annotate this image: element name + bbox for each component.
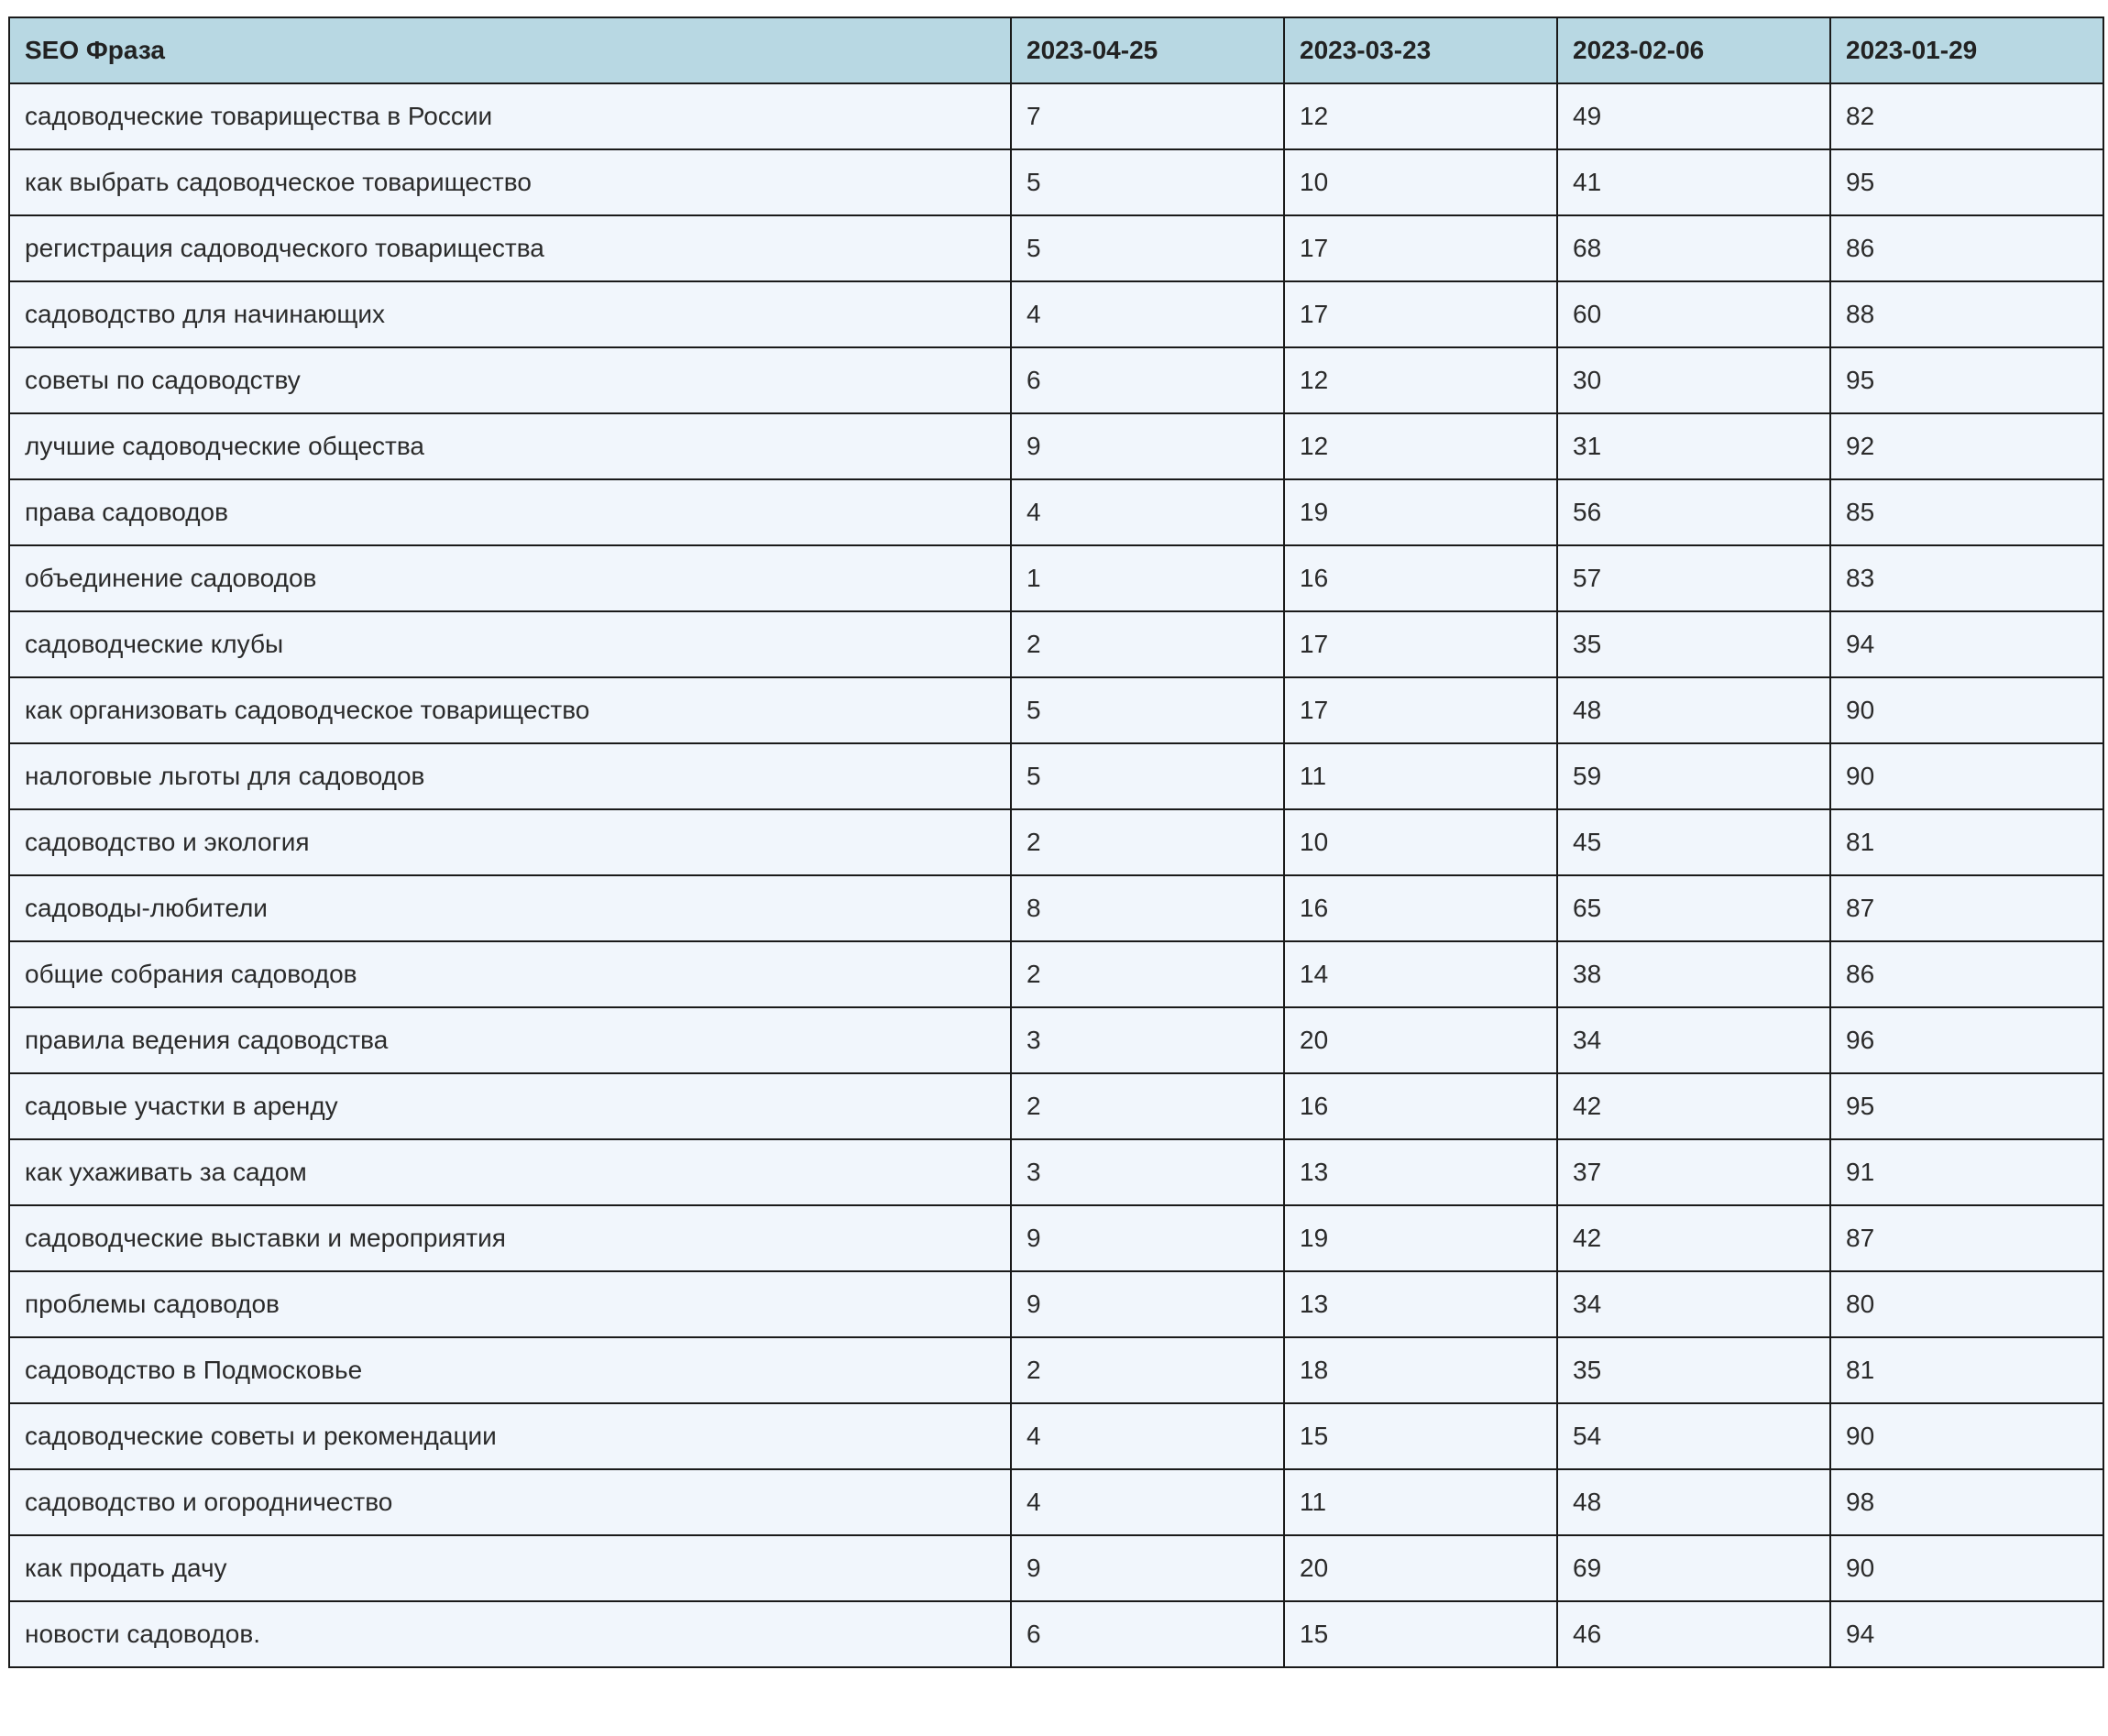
- rank-cell-2023-01-29: 81: [1830, 1337, 2103, 1403]
- rank-cell-2023-01-29: 87: [1830, 875, 2103, 941]
- rank-cell-2023-04-25: 2: [1011, 611, 1284, 677]
- rank-cell-2023-03-23: 12: [1284, 413, 1557, 479]
- rank-cell-2023-01-29: 95: [1830, 1073, 2103, 1139]
- rank-cell-2023-02-06: 35: [1557, 611, 1830, 677]
- rank-cell-2023-04-25: 9: [1011, 413, 1284, 479]
- rank-cell-2023-04-25: 4: [1011, 1469, 1284, 1535]
- seo-phrase-cell: налоговые льготы для садоводов: [9, 743, 1011, 809]
- rank-cell-2023-02-06: 31: [1557, 413, 1830, 479]
- rank-cell-2023-03-23: 20: [1284, 1535, 1557, 1601]
- table-row: [9, 413, 2103, 479]
- rank-cell-2023-03-23: 14: [1284, 941, 1557, 1007]
- rank-cell-2023-02-06: 35: [1557, 1337, 1830, 1403]
- table-row: [9, 545, 2103, 611]
- rank-cell-2023-02-06: 59: [1557, 743, 1830, 809]
- seo-phrase-cell: права садоводов: [9, 479, 1011, 545]
- rank-cell-2023-04-25: 2: [1011, 941, 1284, 1007]
- rank-cell-2023-04-25: 9: [1011, 1271, 1284, 1337]
- header-row: [9, 17, 2103, 83]
- rank-cell-2023-02-06: 48: [1557, 1469, 1830, 1535]
- rank-cell-2023-02-06: 30: [1557, 347, 1830, 413]
- rank-cell-2023-01-29: 83: [1830, 545, 2103, 611]
- rank-cell-2023-02-06: 60: [1557, 281, 1830, 347]
- rank-cell-2023-01-29: 88: [1830, 281, 2103, 347]
- rank-cell-2023-02-06: 46: [1557, 1601, 1830, 1667]
- header-date-2023-04-25: 2023-04-25: [1011, 17, 1284, 83]
- rank-cell-2023-03-23: 10: [1284, 149, 1557, 215]
- rank-cell-2023-01-29: 85: [1830, 479, 2103, 545]
- rank-cell-2023-02-06: 48: [1557, 677, 1830, 743]
- seo-phrase-cell: лучшие садоводческие общества: [9, 413, 1011, 479]
- seo-phrase-cell: как организовать садоводческое товарищество: [9, 677, 1011, 743]
- rank-cell-2023-04-25: 3: [1011, 1007, 1284, 1073]
- rank-cell-2023-02-06: 57: [1557, 545, 1830, 611]
- rank-cell-2023-01-29: 95: [1830, 347, 2103, 413]
- table-row: [9, 611, 2103, 677]
- seo-phrase-cell: садоводство для начинающих: [9, 281, 1011, 347]
- seo-phrase-cell: садоводческие товарищества в России: [9, 83, 1011, 149]
- table-row: [9, 677, 2103, 743]
- rank-cell-2023-03-23: 11: [1284, 743, 1557, 809]
- rank-cell-2023-01-29: 96: [1830, 1007, 2103, 1073]
- table-row: [9, 743, 2103, 809]
- rank-cell-2023-04-25: 9: [1011, 1535, 1284, 1601]
- seo-phrase-cell: объединение садоводов: [9, 545, 1011, 611]
- rank-cell-2023-01-29: 90: [1830, 677, 2103, 743]
- table-row: [9, 1403, 2103, 1469]
- rank-cell-2023-04-25: 1: [1011, 545, 1284, 611]
- rank-cell-2023-01-29: 94: [1830, 611, 2103, 677]
- rank-cell-2023-04-25: 5: [1011, 149, 1284, 215]
- seo-phrase-cell: садоводческие выставки и мероприятия: [9, 1205, 1011, 1271]
- seo-phrase-cell: регистрация садоводческого товарищества: [9, 215, 1011, 281]
- seo-phrase-cell: садоводы-любители: [9, 875, 1011, 941]
- rank-cell-2023-01-29: 91: [1830, 1139, 2103, 1205]
- rank-cell-2023-04-25: 2: [1011, 1337, 1284, 1403]
- rank-cell-2023-03-23: 15: [1284, 1601, 1557, 1667]
- seo-phrase-cell: советы по садоводству: [9, 347, 1011, 413]
- table-header: [9, 17, 2103, 83]
- header-date-2023-02-06: 2023-02-06: [1557, 17, 1830, 83]
- rank-cell-2023-02-06: 37: [1557, 1139, 1830, 1205]
- seo-phrase-cell: садоводческие советы и рекомендации: [9, 1403, 1011, 1469]
- seo-phrase-cell: общие собрания садоводов: [9, 941, 1011, 1007]
- seo-phrase-cell: садоводство и экология: [9, 809, 1011, 875]
- table-row: [9, 941, 2103, 1007]
- rank-cell-2023-02-06: 42: [1557, 1073, 1830, 1139]
- rank-cell-2023-01-29: 98: [1830, 1469, 2103, 1535]
- rank-cell-2023-02-06: 34: [1557, 1007, 1830, 1073]
- table-row: [9, 149, 2103, 215]
- seo-phrase-cell: как продать дачу: [9, 1535, 1011, 1601]
- rank-cell-2023-03-23: 12: [1284, 347, 1557, 413]
- rank-cell-2023-02-06: 69: [1557, 1535, 1830, 1601]
- rank-cell-2023-03-23: 16: [1284, 875, 1557, 941]
- rank-cell-2023-03-23: 12: [1284, 83, 1557, 149]
- rank-cell-2023-01-29: 86: [1830, 215, 2103, 281]
- rank-cell-2023-04-25: 7: [1011, 83, 1284, 149]
- rank-cell-2023-03-23: 18: [1284, 1337, 1557, 1403]
- table-row: [9, 215, 2103, 281]
- table-body: [9, 83, 2103, 1667]
- table-row: [9, 281, 2103, 347]
- rank-cell-2023-02-06: 49: [1557, 83, 1830, 149]
- rank-cell-2023-03-23: 17: [1284, 215, 1557, 281]
- table-row: [9, 1139, 2103, 1205]
- rank-cell-2023-04-25: 2: [1011, 1073, 1284, 1139]
- seo-phrase-cell: новости садоводов.: [9, 1601, 1011, 1667]
- rank-cell-2023-01-29: 87: [1830, 1205, 2103, 1271]
- rank-cell-2023-01-29: 92: [1830, 413, 2103, 479]
- rank-cell-2023-01-29: 80: [1830, 1271, 2103, 1337]
- seo-phrase-cell: проблемы садоводов: [9, 1271, 1011, 1337]
- header-seo-phrase: SEO Фраза: [9, 17, 1011, 83]
- rank-cell-2023-03-23: 19: [1284, 479, 1557, 545]
- rank-cell-2023-04-25: 5: [1011, 743, 1284, 809]
- rank-cell-2023-03-23: 17: [1284, 677, 1557, 743]
- header-date-2023-03-23: 2023-03-23: [1284, 17, 1557, 83]
- seo-table-container: [8, 16, 2104, 1668]
- rank-cell-2023-03-23: 17: [1284, 611, 1557, 677]
- rank-cell-2023-01-29: 94: [1830, 1601, 2103, 1667]
- rank-cell-2023-01-29: 82: [1830, 83, 2103, 149]
- table-row: [9, 1205, 2103, 1271]
- rank-cell-2023-03-23: 17: [1284, 281, 1557, 347]
- rank-cell-2023-04-25: 4: [1011, 281, 1284, 347]
- rank-cell-2023-03-23: 15: [1284, 1403, 1557, 1469]
- rank-cell-2023-02-06: 42: [1557, 1205, 1830, 1271]
- seo-phrase-cell: садовые участки в аренду: [9, 1073, 1011, 1139]
- rank-cell-2023-04-25: 6: [1011, 347, 1284, 413]
- seo-phrase-cell: как выбрать садоводческое товарищество: [9, 149, 1011, 215]
- table-row: [9, 479, 2103, 545]
- rank-cell-2023-01-29: 86: [1830, 941, 2103, 1007]
- rank-cell-2023-01-29: 90: [1830, 743, 2103, 809]
- table-row: [9, 1271, 2103, 1337]
- rank-cell-2023-02-06: 65: [1557, 875, 1830, 941]
- rank-cell-2023-03-23: 19: [1284, 1205, 1557, 1271]
- table-row: [9, 1601, 2103, 1667]
- rank-cell-2023-03-23: 13: [1284, 1271, 1557, 1337]
- table-row: [9, 1337, 2103, 1403]
- rank-cell-2023-03-23: 20: [1284, 1007, 1557, 1073]
- rank-cell-2023-02-06: 56: [1557, 479, 1830, 545]
- rank-cell-2023-04-25: 5: [1011, 215, 1284, 281]
- table-row: [9, 347, 2103, 413]
- rank-cell-2023-01-29: 81: [1830, 809, 2103, 875]
- rank-cell-2023-02-06: 68: [1557, 215, 1830, 281]
- rank-cell-2023-02-06: 38: [1557, 941, 1830, 1007]
- header-date-2023-01-29: 2023-01-29: [1830, 17, 2103, 83]
- seo-phrase-cell: садоводство в Подмосковье: [9, 1337, 1011, 1403]
- table-row: [9, 83, 2103, 149]
- rank-cell-2023-04-25: 2: [1011, 809, 1284, 875]
- rank-cell-2023-01-29: 95: [1830, 149, 2103, 215]
- rank-cell-2023-04-25: 3: [1011, 1139, 1284, 1205]
- seo-phrase-cell: садоводство и огородничество: [9, 1469, 1011, 1535]
- rank-cell-2023-03-23: 16: [1284, 1073, 1557, 1139]
- rank-cell-2023-04-25: 4: [1011, 479, 1284, 545]
- rank-cell-2023-02-06: 41: [1557, 149, 1830, 215]
- rank-cell-2023-02-06: 45: [1557, 809, 1830, 875]
- table-row: [9, 1535, 2103, 1601]
- table-row: [9, 1007, 2103, 1073]
- rank-cell-2023-03-23: 11: [1284, 1469, 1557, 1535]
- rank-cell-2023-04-25: 9: [1011, 1205, 1284, 1271]
- table-row: [9, 875, 2103, 941]
- seo-phrase-cell: как ухаживать за садом: [9, 1139, 1011, 1205]
- rank-cell-2023-03-23: 16: [1284, 545, 1557, 611]
- rank-cell-2023-03-23: 10: [1284, 809, 1557, 875]
- table-row: [9, 1469, 2103, 1535]
- table-row: [9, 809, 2103, 875]
- table-row: [9, 1073, 2103, 1139]
- rank-cell-2023-04-25: 6: [1011, 1601, 1284, 1667]
- rank-cell-2023-01-29: 90: [1830, 1535, 2103, 1601]
- seo-phrases-table: [8, 16, 2104, 1668]
- rank-cell-2023-04-25: 4: [1011, 1403, 1284, 1469]
- rank-cell-2023-01-29: 90: [1830, 1403, 2103, 1469]
- seo-phrase-cell: садоводческие клубы: [9, 611, 1011, 677]
- rank-cell-2023-04-25: 5: [1011, 677, 1284, 743]
- rank-cell-2023-02-06: 34: [1557, 1271, 1830, 1337]
- rank-cell-2023-04-25: 8: [1011, 875, 1284, 941]
- seo-phrase-cell: правила ведения садоводства: [9, 1007, 1011, 1073]
- rank-cell-2023-02-06: 54: [1557, 1403, 1830, 1469]
- rank-cell-2023-03-23: 13: [1284, 1139, 1557, 1205]
